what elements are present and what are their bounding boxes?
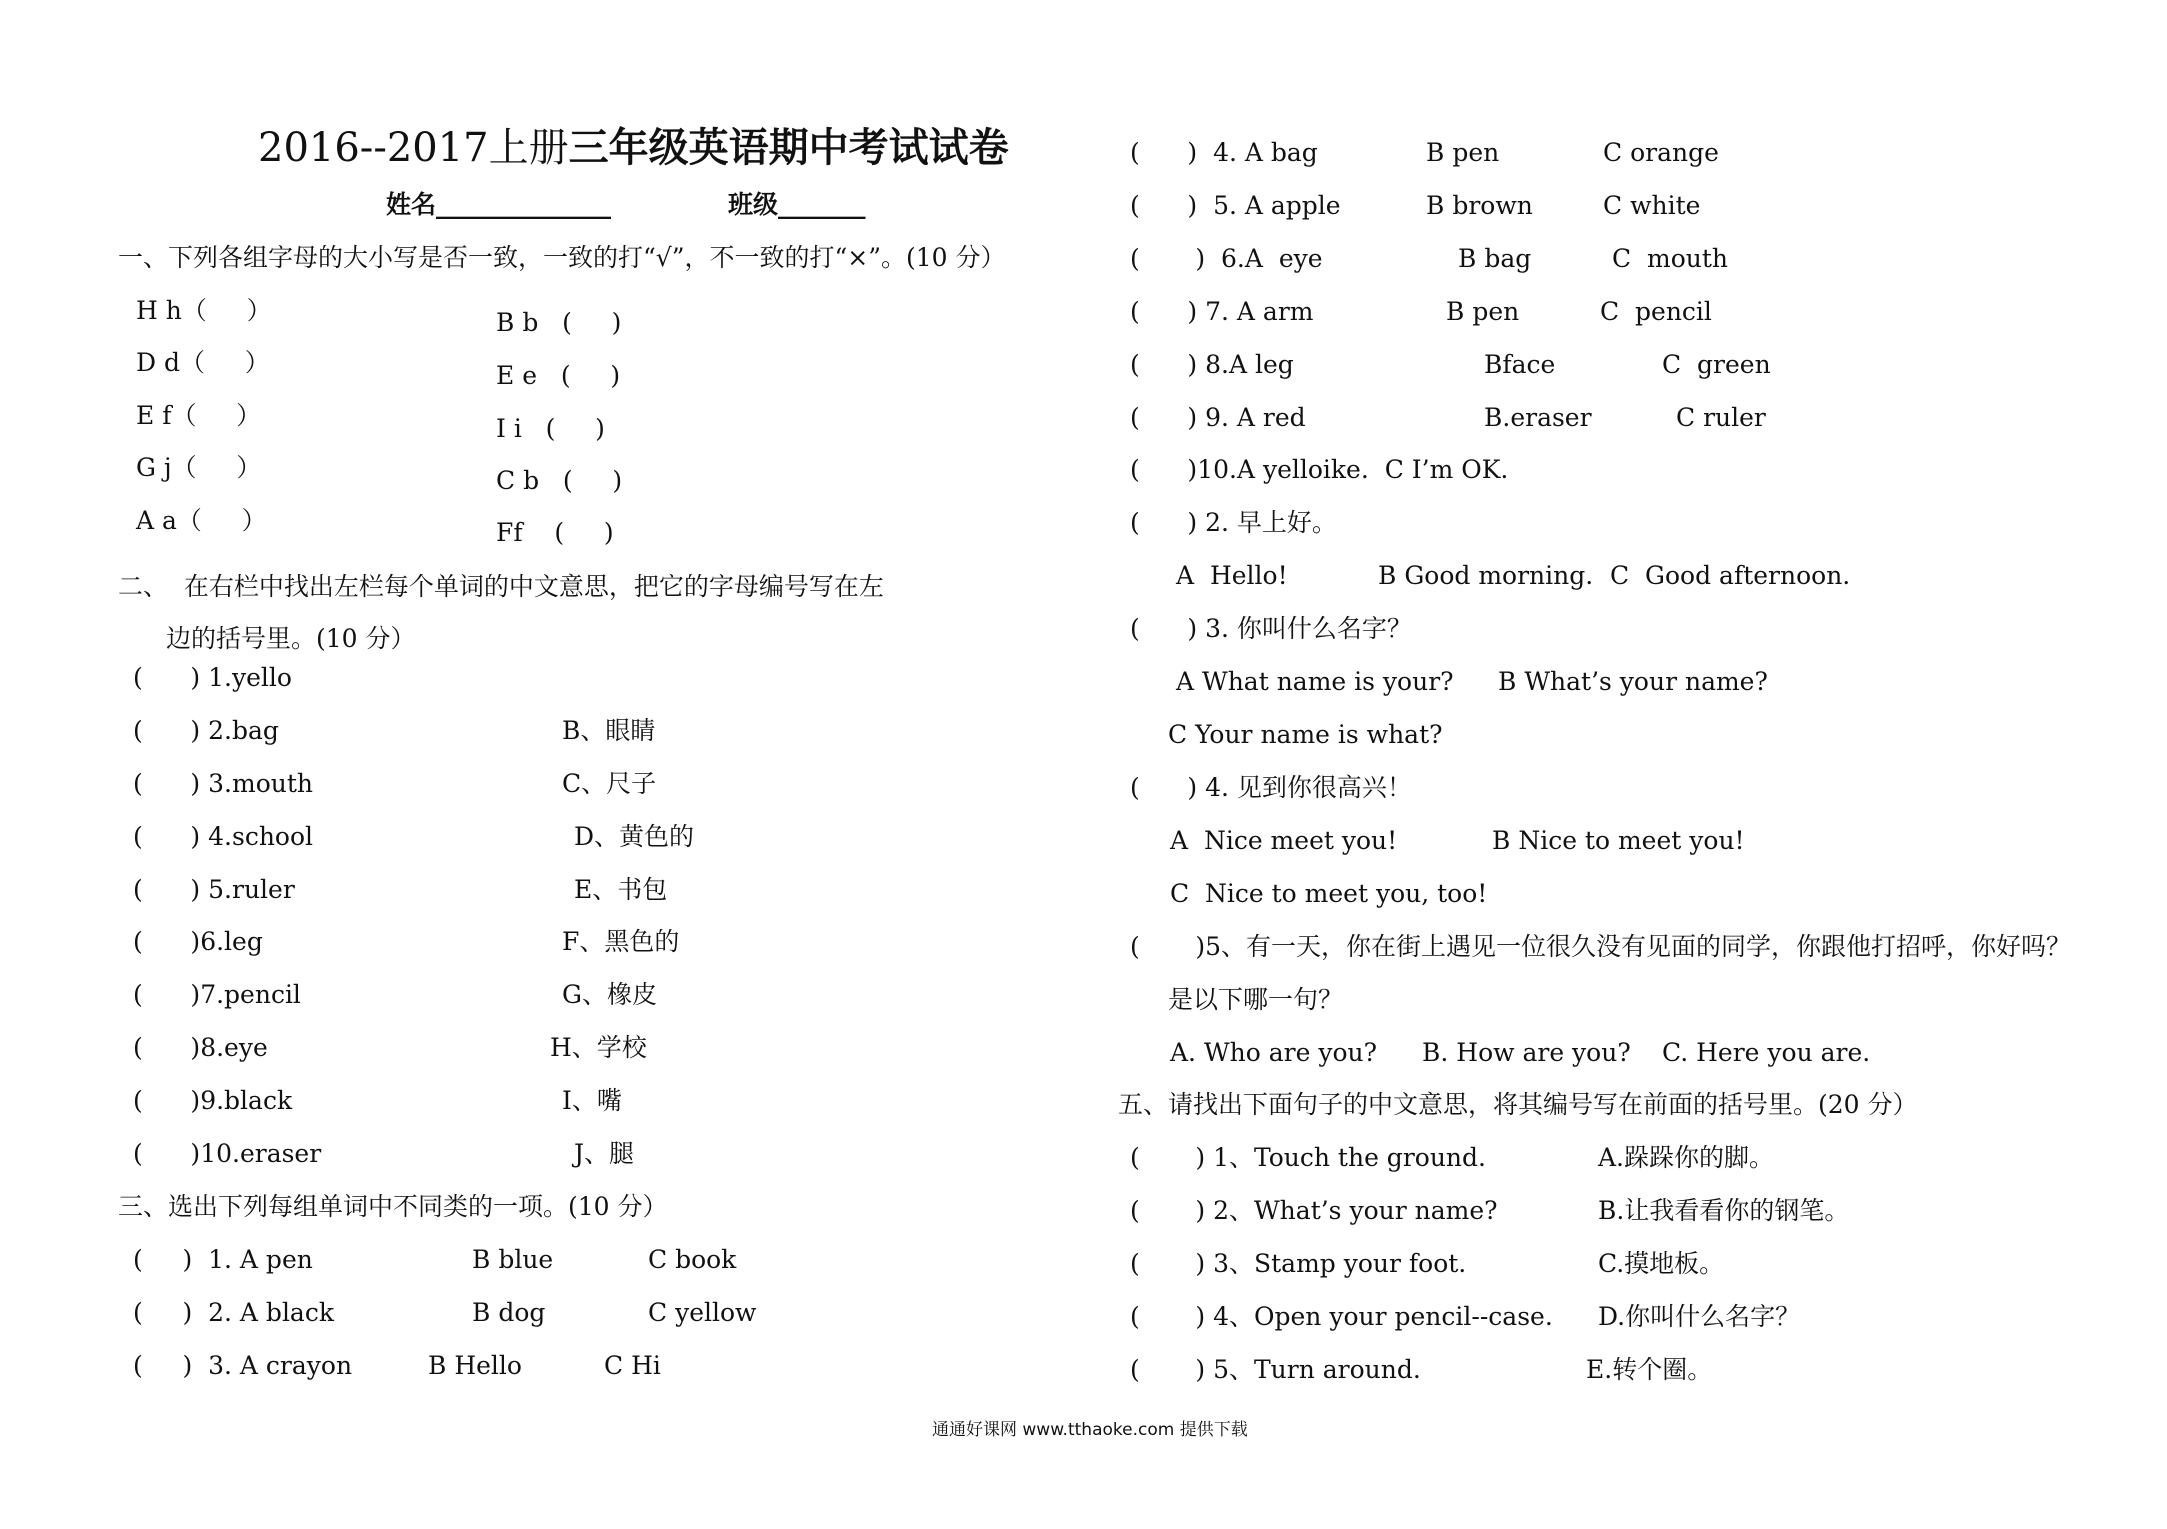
- s1-left-item: D d（ ）: [136, 348, 270, 377]
- s5-sentence: ( ) 4、Open your pencil--case.: [1130, 1302, 1553, 1331]
- section5-heading: 五、请找出下面句子的中文意思，将其编号写在前面的括号里。(20 分）: [1118, 1090, 1918, 1119]
- s5-sentence: ( ) 1、Touch the ground.: [1130, 1143, 1486, 1172]
- s4-option: A Hello!: [1176, 561, 1288, 590]
- s3-opt-c: C green: [1662, 350, 1771, 379]
- s3-opt-b: B blue: [472, 1245, 554, 1274]
- s1-right-item: Ff ( ): [496, 518, 614, 547]
- s1-right-item: E e ( ): [496, 361, 621, 390]
- s2-word: ( )6.leg: [133, 927, 263, 956]
- s4-question: ( )5、有一天，你在街上遇见一位很久没有见面的同学，你跟他打招呼，你好吗？: [1130, 932, 2072, 961]
- s2-word: ( )8.eye: [133, 1033, 268, 1062]
- s3-opt-b: Bface: [1484, 350, 1556, 379]
- s5-meaning: D.你叫什么名字？: [1598, 1302, 1801, 1331]
- s2-meaning: E、书包: [574, 875, 668, 904]
- s3-opt-b: B dog: [472, 1298, 546, 1327]
- s3-q: ( ) 7. A arm: [1130, 297, 1314, 326]
- s2-meaning: C、尺子: [562, 769, 657, 798]
- s4-option: A What name is your?: [1176, 667, 1454, 696]
- s2-word: ( ) 5.ruler: [133, 875, 295, 904]
- s3-opt-b: B brown: [1426, 191, 1533, 220]
- class-field: 班级_______: [728, 190, 866, 219]
- s5-meaning: A.跺跺你的脚。: [1598, 1143, 1775, 1172]
- s2-word: ( ) 3.mouth: [133, 769, 313, 798]
- s3-q: ( ) 2. A black: [133, 1298, 334, 1327]
- s3-q: ( )10.A yelloike. C I’m OK.: [1130, 455, 1509, 484]
- section2-heading: 二、 在右栏中找出左栏每个单词的中文意思，把它的字母编号写在左: [118, 572, 884, 601]
- s2-meaning: I、嘴: [562, 1086, 622, 1115]
- s3-opt-b: B pen: [1426, 138, 1500, 167]
- s3-opt-c: C ruler: [1676, 403, 1766, 432]
- s2-meaning: H、学校: [550, 1033, 647, 1062]
- s2-meaning: B、眼睛: [562, 716, 656, 745]
- s3-q: ( ) 9. A red: [1130, 403, 1306, 432]
- s2-meaning: J、腿: [574, 1139, 635, 1168]
- s1-left-item: G j（ ）: [136, 453, 262, 482]
- s4-option: B Nice to meet you!: [1492, 826, 1745, 855]
- s2-word: ( ) 1.yello: [133, 663, 292, 692]
- s3-opt-c: C yellow: [648, 1298, 757, 1327]
- s3-opt-c: C orange: [1603, 138, 1719, 167]
- s3-q: ( ) 8.A leg: [1130, 350, 1294, 379]
- s3-opt-c: C book: [648, 1245, 737, 1274]
- s3-q: ( ) 4. A bag: [1130, 138, 1318, 167]
- footer-credit: 通通好课网 www.tthaoke.com 提供下载: [932, 1420, 1248, 1440]
- s2-word: ( )10.eraser: [133, 1139, 322, 1168]
- s1-right-item: I i ( ): [496, 414, 605, 443]
- s1-left-item: H h（ ）: [136, 296, 272, 325]
- s3-q: ( ) 5. A apple: [1130, 191, 1341, 220]
- s5-sentence: ( ) 3、Stamp your foot.: [1130, 1249, 1467, 1278]
- s4-question: ( ) 2. 早上好。: [1130, 508, 1337, 537]
- s3-opt-c: C white: [1603, 191, 1701, 220]
- s3-opt-c: C pencil: [1600, 297, 1712, 326]
- page-title: [258, 124, 1009, 171]
- s2-meaning: F、黑色的: [562, 927, 680, 956]
- s4-option: C Your name is what?: [1168, 720, 1443, 749]
- s5-meaning: E.转个圈。: [1586, 1355, 1713, 1384]
- s3-opt-b: B pen: [1446, 297, 1520, 326]
- title-year: 2016--2017上册: [258, 125, 569, 171]
- s3-q: ( ) 1. A pen: [133, 1245, 313, 1274]
- s4-option: A. Who are you?: [1170, 1038, 1378, 1067]
- s2-word: ( ) 2.bag: [133, 716, 279, 745]
- s2-word: ( )9.black: [133, 1086, 293, 1115]
- s3-opt-c: C mouth: [1612, 244, 1729, 273]
- s3-opt-b: B Hello: [428, 1351, 522, 1380]
- s4-question-cont: 是以下哪一句？: [1168, 985, 1344, 1014]
- s4-option: B What’s your name?: [1498, 667, 1768, 696]
- name-field: 姓名______________: [386, 190, 612, 219]
- s3-q: ( ) 6.A eye: [1130, 244, 1323, 273]
- s4-option: B Good morning.: [1378, 561, 1594, 590]
- section2-heading-cont: 边的括号里。(10 分）: [166, 624, 416, 653]
- s4-option: C. Here you are.: [1662, 1038, 1871, 1067]
- s1-right-item: B b ( ): [496, 308, 622, 337]
- s4-option: A Nice meet you!: [1170, 826, 1398, 855]
- s2-word: ( ) 4.school: [133, 822, 314, 851]
- s3-opt-b: B.eraser: [1484, 403, 1592, 432]
- s1-left-item: A a（ ）: [136, 506, 267, 535]
- s2-meaning: D、黄色的: [574, 822, 695, 851]
- s4-question: ( ) 4. 见到你很高兴！: [1130, 773, 1412, 802]
- section3-heading: 三、选出下列每组单词中不同类的一项。(10 分）: [118, 1192, 668, 1221]
- s4-option: B. How are you?: [1422, 1038, 1631, 1067]
- s5-meaning: C.摸地板。: [1598, 1249, 1725, 1278]
- s1-right-item: C b ( ): [496, 466, 623, 495]
- s4-question: ( ) 3. 你叫什么名字？: [1130, 614, 1412, 643]
- s4-option: C Nice to meet you, too!: [1170, 879, 1488, 908]
- section1-heading: 一、下列各组字母的大小写是否一致，一致的打“√”，不一致的打“×”。(10 分）: [118, 243, 1006, 272]
- s3-q: ( ) 3. A crayon: [133, 1351, 353, 1380]
- s2-word: ( )7.pencil: [133, 980, 301, 1009]
- s2-meaning: G、橡皮: [562, 980, 657, 1009]
- s3-opt-b: B bag: [1458, 244, 1532, 273]
- s3-opt-c: C Hi: [604, 1351, 661, 1380]
- s5-sentence: ( ) 2、What’s your name?: [1130, 1196, 1498, 1225]
- s1-left-item: E f（ ）: [136, 401, 262, 430]
- s5-sentence: ( ) 5、Turn around.: [1130, 1355, 1421, 1384]
- title-main: 三年级英语期中考试试卷: [568, 124, 1009, 171]
- s5-meaning: B.让我看看你的钢笔。: [1598, 1196, 1850, 1225]
- s4-option: C Good afternoon.: [1610, 561, 1851, 590]
